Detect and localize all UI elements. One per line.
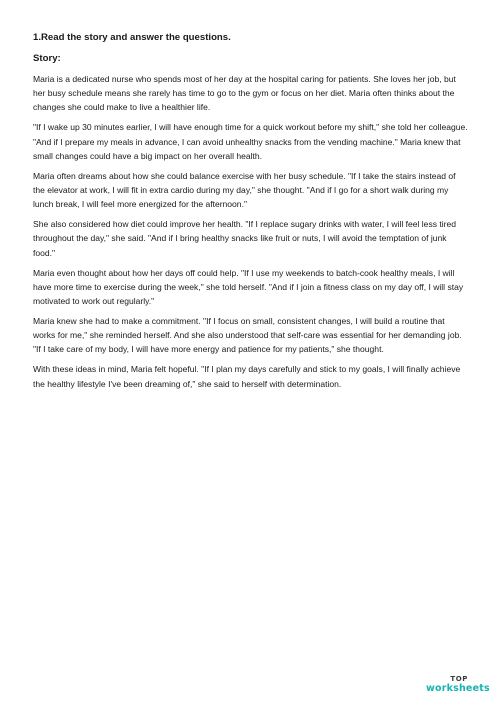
story-label: Story: bbox=[33, 53, 61, 64]
logo-top-text: TOP bbox=[450, 675, 468, 683]
top-worksheets-logo bbox=[426, 675, 490, 699]
story-paragraph: Maria even thought about how her days off could help. "If I use my weekends to batch-cook healthy meals, I will have more time to exercise during the week," she told herself. "And if I join a fitness class on my day off, I will stay motivated to work out regularly." bbox=[33, 267, 464, 307]
story-body bbox=[33, 72, 469, 391]
story-paragraph: "If I wake up 30 minutes earlier, I will have enough time for a quick workout before my shift," she told her colleague. "And if I prepare my meals in advance, I can avoid unhealthy snacks from the vending machine." Maria knew that small changes could have a big impact on her overall health. bbox=[33, 122, 468, 161]
exercise-heading: 1.Read the story and answer the questions. bbox=[33, 32, 231, 43]
story-paragraph: With these ideas in mind, Maria felt hopeful. "If I plan my days carefully and stick to my goals, I will finally achieve the healthy lifestyle I've been dreaming of," she said to herself with determination. bbox=[33, 364, 461, 389]
logo-bottom-text: worksheets bbox=[426, 683, 490, 694]
story-paragraph: Maria knew she had to make a commitment. "If I focus on small, consistent changes, I will build a routine that works for me," she reminded herself. And she also understood that self-care was essential for her demanding job. "If I take care of my body, I will have more energy and patience for my patients," she thought. bbox=[33, 316, 462, 355]
worksheet-page bbox=[33, 32, 469, 397]
story-paragraph: She also considered how diet could improve her health. "If I replace sugary drinks with water, I will feel less tired throughout the day," she said. "And if I bring healthy snacks like fruit or nuts, I will avoid the temptation of junk food." bbox=[33, 219, 456, 258]
story-paragraph: Maria often dreams about how she could balance exercise with her busy schedule. "If I take the stairs instead of the elevator at work, I will fit in extra cardio during my day," she thought. "And if I go for a short walk during my lunch break, I will feel more energized for the afternoon." bbox=[33, 170, 456, 210]
story-paragraph: Maria is a dedicated nurse who spends most of her day at the hospital caring for patients. She loves her job, but her busy schedule means she rarely has time to go to the gym or focus on her diet. Maria often thinks about the changes she could make to live a healthier life. bbox=[33, 74, 456, 113]
